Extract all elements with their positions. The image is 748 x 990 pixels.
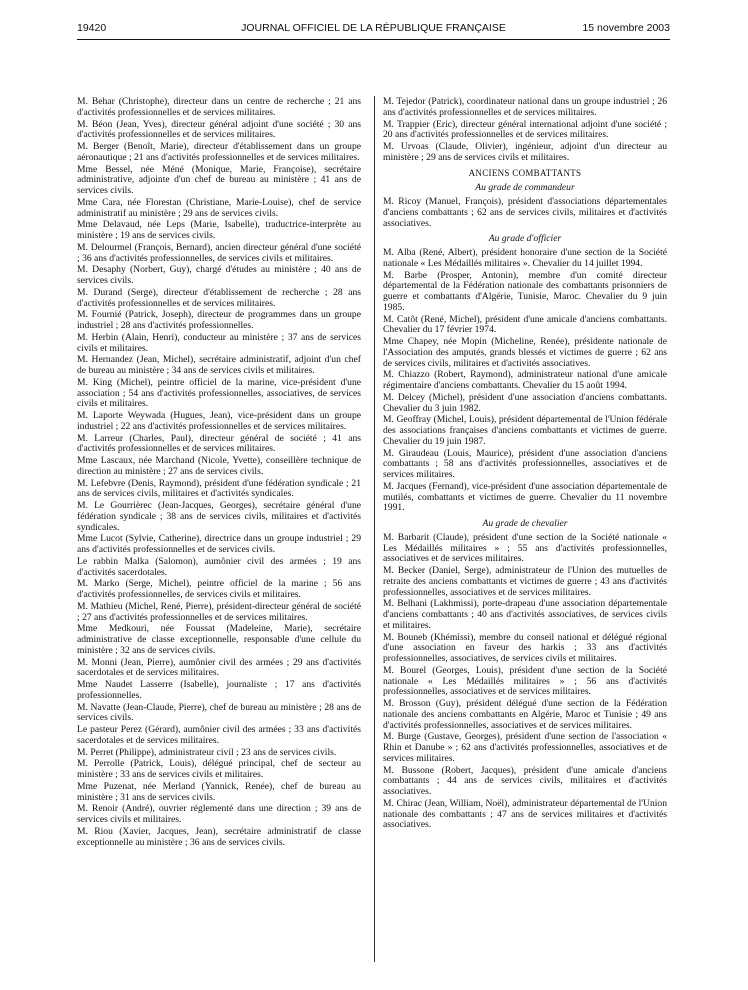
list-item: M. Bourel (Georges, Louis), président d'une section de la Société nationale « Les Médaillés militaires » ; 56 ans d'activités professionnelles, associatives et de services militaires. [383, 664, 667, 698]
list-item: M. Monni (Jean, Pierre), aumônier civil des armées ; 29 ans d'activités sacerdotales et de services militaires. [77, 656, 361, 679]
list-item: Mme Puzenat, née Merland (Yannick, Renée), chef de bureau au ministère ; 31 ans de services civils. [77, 780, 361, 803]
list-item: M. Trappier (Eric), directeur général international adjoint d'une société ; 20 ans d'activités professionnelles et de services militaires. [383, 118, 667, 141]
list-item: M. Belhani (Lakhmissi), porte-drapeau d'une association départementale d'anciens combattants ; 40 ans d'activités associatives, de services civils et militaires. [383, 598, 667, 631]
list-item: M. Durand (Serge), directeur d'établissement de recherche ; 28 ans d'activités professionnelles et de services militaires. [77, 286, 361, 309]
list-item: M. Ricoy (Manuel, François), président d'associations départementales d'anciens combattants ; 62 ans de services civils, militaires et d'activités associatives. [383, 196, 667, 229]
list-item: Mme Naudet Lasserre (Isabelle), journaliste ; 17 ans d'activités professionnelles. [77, 679, 361, 701]
list-item: M. Larreur (Charles, Paul), directeur général de société ; 41 ans d'activités professionnelles et de services militaires. [77, 432, 361, 455]
left-column [77, 97, 361, 849]
list-item: M. Renoir (André), ouvrier réglementé dans une direction ; 39 ans de services civils et militaires. [77, 803, 361, 825]
list-item: M. Lefebvre (Denis, Raymond), président d'une fédération syndicale ; 21 ans de services civils, militaires et d'activités syndicales. [77, 477, 361, 500]
journal-title: JOURNAL OFFICIEL DE LA RÉPUBLIQUE FRANÇAISE [241, 22, 506, 34]
list-item: M. Geoffray (Michel, Louis), président départemental de l'Union fédérale des associations françaises d'anciens combattants et victimes de guerre. Chevalier du 19 juin 1987. [383, 414, 667, 447]
list-item: M. Tejedor (Patrick), coordinateur national dans un groupe industriel ; 26 ans d'activités professionnelles et de services militaires. [383, 96, 667, 118]
list-item: Mme Lascaux, née Marchand (Nicole, Yvette), conseillère technique de direction au ministère ; 27 ans de services civils. [77, 455, 361, 477]
list-item: M. Laporte Weywada (Hugues, Jean), vice-président dans un groupe industriel ; 22 ans d'activités professionnelles et de services militaires. [77, 410, 361, 432]
grade-heading-officier: Au grade d'officier [488, 233, 562, 245]
list-item: M. Perret (Philippe), administrateur civil ; 23 ans de services civils. [77, 746, 337, 758]
list-item: Mme Cara, née Florestan (Christiane, Marie-Louise), chef de service administratif au ministère ; 29 ans de services civils. [77, 196, 361, 219]
list-item: M. Berger (Benoît, Marie), directeur d'établissement dans un groupe aéronautique ; 21 ans d'activités professionnelles et de services militaires. [77, 141, 361, 163]
list-item: M. Riou (Xavier, Jacques, Jean), secrétaire administratif de classe exceptionnelle au ministère ; 36 ans de services civils. [77, 825, 361, 848]
list-item: Mme Chapey, née Mopin (Micheline, Renée), présidente nationale de l'Association des amputés, grands blessés et victimes de guerre ; 62 ans de services civils, militaires et d'activités associatives. [383, 336, 667, 369]
list-item: M. Perrolle (Patrick, Louis), délégué principal, chef de secteur au ministère ; 33 ans de services civils et militaires. [77, 758, 361, 780]
list-item: Mme Bessel, née Méné (Monique, Marie, Françoise), secrétaire administrative, adjointe d'un chef de bureau au ministère ; 41 ans de services civils. [77, 163, 361, 196]
list-item: M. Le Gourrièrec (Jean-Jacques, Georges), secrétaire général d'une fédération syndicale ; 38 ans de services civils, militaires et d'activités syndicales. [77, 500, 361, 533]
list-item: M. Chirac (Jean, William, Noël), administrateur départemental de l'Union nationale des combattants ; 47 ans de services militaires et d'activités associatives. [383, 797, 667, 831]
list-item: Mme Lucot (Sylvie, Catherine), directrice dans un groupe industriel ; 29 ans d'activités professionnelles et de services civils. [77, 533, 361, 555]
list-item: M. Herbin (Alain, Henri), conducteur au ministère ; 37 ans de services civils et militaires. [77, 331, 361, 354]
list-item: M. Barbarit (Claude), président d'une section de la Société nationale « Les Médaillés militaires » ; 55 ans d'activités professionnelles, associatives et de services militaires. [383, 531, 667, 565]
list-item: M. Hernandez (Jean, Michel), secrétaire administratif, adjoint d'un chef de bureau au ministère ; 34 ans de services civils et militaires. [77, 354, 361, 376]
list-item: Le rabbin Malka (Salomon), aumônier civil des armées ; 19 ans d'activités sacerdotales. [77, 555, 361, 578]
list-item: M. Behar (Christophe), directeur dans un centre de recherche ; 21 ans d'activités professionnelles et de services militaires. [77, 96, 361, 118]
list-item: M. Burge (Gustave, Georges), président d'une section de l'association « Rhin et Danube » ; 62 ans d'activités professionnelles, associatives et de services militaires. [383, 731, 667, 764]
page-header [77, 22, 670, 36]
header-rule [77, 39, 670, 40]
list-item: Mme Delavaud, née Leps (Marie, Isabelle), traductrice-interprète au ministère ; 19 ans de services civils. [77, 219, 361, 241]
list-item: M. Giraudeau (Louis, Maurice), président d'une association d'anciens combattants ; 58 ans d'activités professionnelles, associatives et de services militaires. [383, 447, 667, 480]
list-item: M. Desaphy (Norbert, Guy), chargé d'études au ministère ; 40 ans de services civils. [77, 264, 361, 286]
list-item: M. Brosson (Guy), président délégué d'une section de la Fédération nationale des anciens combattants en Algérie, Maroc et Tunisie ; 49 ans d'activités professionnelles, associatives et de services militaires. [383, 698, 667, 731]
list-item: M. Catôt (René, Michel), président d'une amicale d'anciens combattants. Chevalier du 17 février 1974. [383, 313, 667, 336]
list-item: M. Béon (Jean, Yves), directeur général adjoint d'une société ; 30 ans d'activités professionnelles et de services militaires. [77, 118, 361, 141]
section-title: ANCIENS COMBATTANTS [468, 167, 582, 178]
list-item: M. Bouneb (Khémissi), membre du conseil national et délégué régional d'une association en faveur des harkis ; 33 ans d'activités professionnelles, associatives, de services civils et militaires. [383, 631, 667, 664]
publication-date: 15 novembre 2003 [582, 22, 670, 34]
grade-heading-commandeur: Au grade de commandeur [475, 182, 575, 194]
list-item: M. Delcey (Michel), président d'une association d'anciens combattants. Chevalier du 3 juin 1982. [383, 391, 667, 414]
grade-heading-chevalier: Au grade de chevalier [482, 518, 568, 529]
list-item: M. Bussone (Robert, Jacques), président d'une amicale d'anciens combattants ; 44 ans de services civils, militaires et d'activités associatives. [383, 764, 667, 797]
list-item: M. Urvoas (Claude, Olivier), ingénieur, adjoint d'un directeur au ministère ; 29 ans de services civils et militaires. [383, 141, 667, 163]
list-item: Le pasteur Perez (Gérard), aumônier civil des armées ; 33 ans d'activités sacerdotales et de services militaires. [77, 724, 361, 746]
list-item: M. Becker (Daniel, Serge), administrateur de l'Union des mutuelles de retraite des anciens combattants et victimes de guerre ; 43 ans d'activités professionnelles, associatives et de services militaires. [383, 565, 667, 598]
right-column [383, 97, 667, 832]
list-item: Mme Medkouri, née Foussat (Madeleine, Marie), secrétaire administrative de classe exceptionnelle, responsable d'une cellule du ministère ; 32 ans de services civils. [77, 623, 361, 656]
list-item: M. Marko (Serge, Michel), peintre officiel de la marine ; 56 ans d'activités professionnelles, de services civils et militaires. [77, 578, 361, 600]
list-item: M. Barbe (Prosper, Antonin), membre d'un comité directeur départemental de la Fédération nationale des combattants prisonniers de guerre et combattants d'Algérie, Tunisie, Maroc. Chevalier du 9 juin 1985. [383, 269, 667, 313]
list-item: M. Navatte (Jean-Claude, Pierre), chef de bureau au ministère ; 28 ans de services civils. [77, 701, 361, 724]
list-item: M. Jacques (Fernand), vice-président d'une association départementale de mutilés, combattants et victimes de guerre. Chevalier du 11 novembre 1991. [383, 480, 667, 514]
list-item: M. Delourmel (François, Bernard), ancien directeur général d'une société ; 36 ans d'activités professionnelles, de services civils et militaires. [77, 241, 361, 264]
list-item: M. Mathieu (Michel, René, Pierre), président-directeur général de société ; 27 ans d'activités professionnelles et de services militaires. [77, 600, 361, 623]
list-item: M. Chiazzo (Robert, Raymond), administrateur national d'une amicale régimentaire d'anciens combattants. Chevalier du 15 août 1994. [383, 369, 667, 391]
list-item: M. Fournié (Patrick, Joseph), directeur de programmes dans un groupe industriel ; 28 ans d'activités professionnelles. [77, 309, 361, 331]
list-item: M. King (Michel), peintre officiel de la marine, vice-président d'une association ; 54 ans d'activités professionnelles, associatives, de services civils et militaires. [77, 376, 361, 410]
column-divider [374, 96, 375, 962]
page-number: 19420 [77, 22, 107, 34]
list-item: M. Alba (René, Albert), président honoraire d'une section de la Société nationale « Les Médaillés militaires ». Chevalier du 14 juillet 1994. [383, 247, 667, 269]
